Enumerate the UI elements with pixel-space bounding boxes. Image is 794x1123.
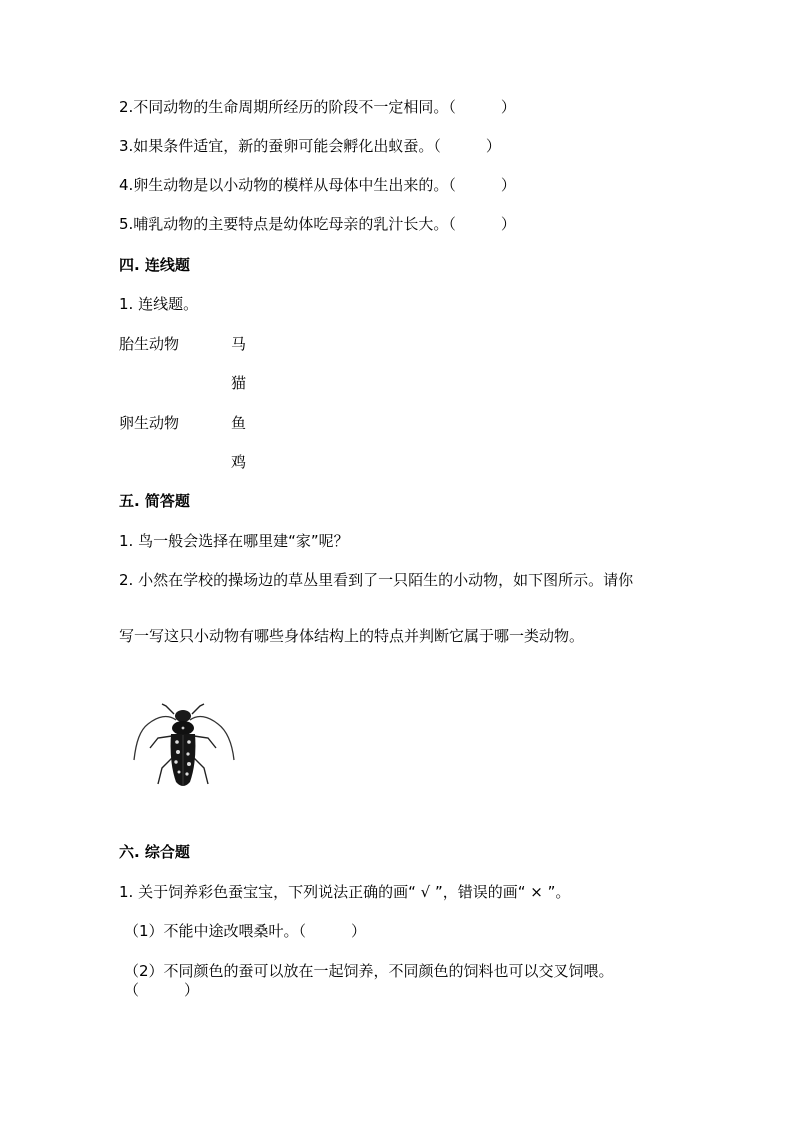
judge-item-5: 5.哺乳动物的主要特点是幼体吃母亲的乳汁长大。（ ） (119, 215, 516, 233)
judge-item-4: 4.卵生动物是以小动物的模样从母体中生出来的。（ ） (119, 176, 516, 194)
section-5-heading: 五. 简答题 (119, 492, 190, 510)
section-4-heading: 四. 连线题 (119, 256, 190, 274)
section-5-question-2-line-2: 写一写这只小动物有哪些身体结构上的特点并判断它属于哪一类动物。 (119, 627, 585, 645)
match-right-fish: 鱼 (231, 414, 247, 432)
section-6-sub-2: （2）不同颜色的蚕可以放在一起饲养，不同颜色的饲料也可以交叉饲喂。 (124, 962, 614, 980)
section-6-question-1: 1. 关于饲养彩色蚕宝宝，下列说法正确的画“ √ ”，错误的画“ × ”。 (119, 883, 571, 901)
section-6-heading: 六. 综合题 (119, 843, 190, 861)
match-right-cat: 猫 (231, 374, 247, 392)
match-right-horse: 马 (231, 335, 247, 353)
match-left-oviparous: 卵生动物 (119, 414, 180, 432)
judge-item-2: 2.不同动物的生命周期所经历的阶段不一定相同。（ ） (119, 98, 516, 116)
section-4-question: 1. 连线题。 (119, 295, 199, 313)
section-6-sub-2-blank: （ ） (124, 981, 200, 999)
section-5-question-2-line-1: 2. 小然在学校的操场边的草丛里看到了一只陌生的小动物，如下图所示。请你 (119, 571, 634, 589)
match-right-chicken: 鸡 (231, 453, 247, 471)
match-left-viviparous: 胎生动物 (119, 335, 180, 353)
judge-item-3: 3.如果条件适宜，新的蚕卵可能会孵化出蚁蚕。（ ） (119, 137, 501, 155)
section-5-question-1: 1. 鸟一般会选择在哪里建“家”呢？ (119, 532, 349, 550)
beetle-image (128, 702, 240, 792)
section-6-sub-1: （1）不能中途改喂桑叶。（ ） (124, 922, 367, 940)
